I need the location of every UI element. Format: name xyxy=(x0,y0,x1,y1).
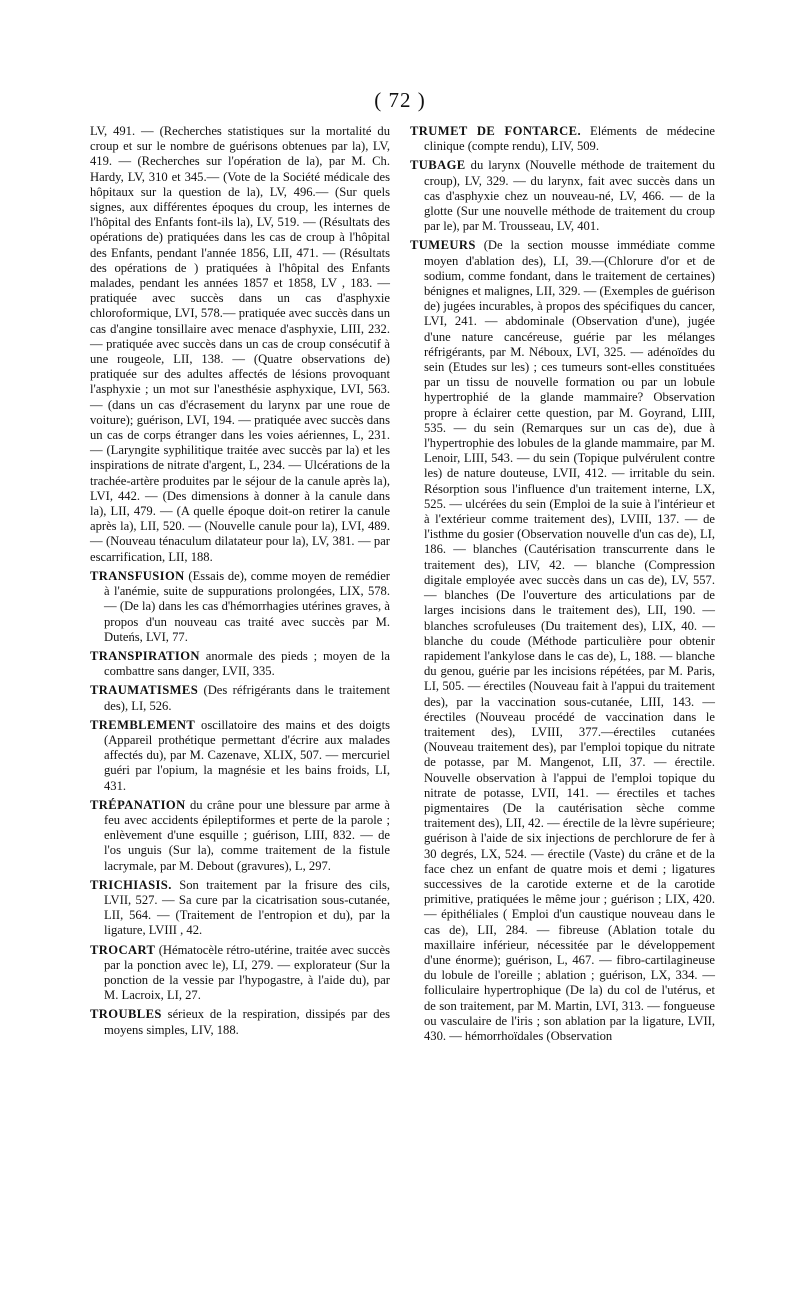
entry-text: (De la section mousse immédiate comme moyen d'ablation des), LI, 39.—(Chlorure d'or et de sodium, comme fondant, dans le traitement de certaines) bénignes et malignes, LII, 329. — (Exemples de guérison de) jugées incurables, à propos des spécifiques du cancer, LVI, 241. — abdominale (Observation d'une), jugée d'une nature cancéreuse, guérie par les mélanges réfrigérants, par M. Néboux, LVI, 325. — adénoïdes du sein (Etudes sur les) ; ces tumeurs sont-elles constituées par un tissu de nouvelle formation ou par un lobule hypertrophié de la glande mammaire? Observation propre à éclairer cette question, par M. Goyrand, LIII, 535. — du sein (Remarques sur un cas de), due à l'hypertrophie des lobules de la glande mammaire, par M. Lenoir, LIII, 543. — du sein (Topique pulvérulent contre les) de nature douteuse, LVII, 412. — irritable du sein. Résorption sous l'influence d'un traitement interne, LX, 525. — ulcérées du sein (Emploi de la suie à l'intérieur et à l'extérieur comme traitement des), LVIII, 137. — de l'isthme du gosier (Observation nouvelle d'un cas de), LI, 186. — blanches (Cautérisation transcurrente dans le traitement des), LIV, 42. — blanche (Compression digitale employée avec succès dans un cas de), LV, 557. — blanches (De l'ouverture des articulations par de larges incisions dans le traitement des), LII, 190. — blanches scrofuleuses (Du traitement des), LIX, 40. — blanche du coude (Méthode particulière pour obtenir rapidement l'ankylose dans le cas de), L, 188. — blanche du genou, guérie par les incisions répétées, par M. Paris, LI, 505. — érectiles (Nouveau fait à l'appui du traitement des), par la vaccination sous-cutanée, LIII, 143. — érectiles (Nouveau procédé de vaccination dans le traitement des), LVIII, 377.—érectiles cutanées (Nouveau traitement des), par l'emploi topique du nitrate de potasse, par M. Mangenot, LII, 37. — érectile. Nouvelle observation à l'appui de l'emploi topique du nitrate de potasse, LVII, 141. — érectiles et taches pigmentaires (De la cautérisation sèche comme traitement des), LII, 42. — érectile de la lèvre supérieure; guérison à l'aide de six injections de perchlorure de fer à 30 degrés, LX, 524. — érectile (Vaste) du crâne et de la face chez un enfant de quatre mois et demi ; ligatures successives de la carotide externe et de la carotide primitive, pratiquées le même jour ; guérison ; LIX, 420. — épithéliales ( Emploi d'un caustique nouveau dans le cas de), LII, 284. — fibreuse (Ablation totale du maxillaire inférieur, nécessitée par le développement d'une énorme); guérison, L, 467. — fibro-cartilagineuse du lobule de l'oreille ; ablation ; guérison, LX, 334. — folliculaire hypertrophique (De la) du col de l'utérus, et de son traitement, par M. Martin, LVI, 313. — fongueuse ou vasculaire de l'iris ; son ablation par la ligature, LVII, 430. — hémorrhoïdales (Observation xyxy=(424,238,715,1043)
index-entry xyxy=(90,569,390,645)
index-entry xyxy=(90,1007,390,1037)
index-entry xyxy=(410,238,715,1044)
index-entry xyxy=(90,798,390,874)
entry-text: (Hématocèle rétro-utérine, traitée avec succès par la ponction avec le), LI, 279. — explorateur (Sur la ponction de la vessie par l'hypogastre, à l'aide du), par M. Lacroix, LI, 27. xyxy=(104,942,390,1003)
entry-text: sérieux de la respiration, dissipés par des moyens simples, LIV, 188. xyxy=(104,1007,390,1037)
entry-text: Son traitement par la frisure des cils, LVII, 527. — Sa cure par la cicatrisation sous-cutanée, LII, 564. — (Traitement de l'entropion et du), par la ligature, LVIII , 42. xyxy=(104,877,390,938)
index-entry xyxy=(90,649,390,679)
entry-text: anormale des pieds ; moyen de la combattre sans danger, LVII, 335. xyxy=(104,648,390,679)
index-entry xyxy=(90,683,390,713)
entry-head: TROCART xyxy=(90,942,156,957)
index-entry xyxy=(410,158,715,234)
index-entry xyxy=(90,124,390,565)
entry-head: TRÉPANATION xyxy=(90,797,186,812)
entry-text: du crâne pour une blessure par arme à feu avec accidents épileptiformes et perte de la parole ; enlèvement d'une esquille ; guérison, LIII, 832. — de l'os unguis (Sur la), comme traitement de la fistule lacrymale, par M. Debout (gravures), L, 297. xyxy=(104,797,390,873)
entry-head: TROUBLES xyxy=(90,1007,162,1022)
index-entry xyxy=(90,718,390,794)
index-entry xyxy=(410,124,715,154)
right-column xyxy=(410,124,715,1048)
entry-head: TRAUMATISMES xyxy=(90,683,199,698)
entry-head: TUMEURS xyxy=(410,238,476,253)
entry-text: oscillatoire des mains et des doigts (Appareil prothétique permettant d'écrire aux malades affectés du), par M. Cazenave, XLIX, 507. — mercuriel guéri par l'opium, la magnésie et les bains froids, LI, 431. xyxy=(104,717,390,793)
entry-head: TRICHIASIS. xyxy=(90,877,172,892)
entry-head: TUBAGE xyxy=(410,158,466,173)
entry-text: LV, 491. — (Recherches statistiques sur la mortalité du croup et sur le nombre de guérisons obtenues par la), LV, 419. — (Recherches sur l'opération de la), par M. Ch. Hardy, LV, 310 et 345.— (Vote de la Société médicale des hôpitaux sur la question de la), LV, 496.— (Sur quels signes, aux différentes époques du croup, les internes de l'hôpital des Enfants font-ils la), LV, 519. — (Résultats des opérations de) pratiquées dans les cas de croup à l'hôpital des Enfants, pendant l'année 1856, LII, 471. — (Résultats des opérations de ) pratiquées à l'hôpital des Enfants malades, pendant les années 1857 et 1858, LV , 183. — pratiquée avec succès dans un cas d'asphyxie chloroformique, LVI, 578.— pratiquée avec succès dans un cas d'angine tonsillaire avec menace d'asphyxie, LIII, 232. — pratiquée avec succès dans un cas de croup consécutif à une rougeole, LII, 138. — (Quatre observations de) pratiquée sur des adultes affectés de lésions provoquant l'asphyxie ; un mot sur l'anesthésie asphyxique, LVI, 563. — (dans un cas d'écrasement du larynx par une roue de voiture); guérison, LVI, 194. — pratiquée avec succès dans un cas de corps étranger dans les voies aériennes, L, 231. — (Laryngite syphilitique traitée avec succès par la) et les inspirations de nitrate d'argent, L, 234. — Ulcérations de la trachée-artère produites par le séjour de la canule après la), LVI, 442. — (Des dimensions à donner à la canule dans la), LII, 479. — (A quelle époque doit-on retirer la canule après la), LII, 520. — (Nouvelle canule pour la), LVI, 489. — (Nouveau ténaculum dilatateur pour la), LV, 381. — par escarrification, LII, 188. xyxy=(90,124,390,564)
page-number: ( 72 ) xyxy=(374,88,426,112)
entry-text: (Des réfrigérants dans le traitement des), LI, 526. xyxy=(104,683,390,713)
entry-text: Eléments de médecine clinique (compte rendu), LIV, 509. xyxy=(424,124,715,154)
index-entry xyxy=(90,878,390,939)
entry-text: du larynx (Nouvelle méthode de traitement du croup), LV, 329. — du larynx, fait avec succès dans un cas d'asphyxie chez un nouveau-né, LV, 466. — de la glotte (Sur une nouvelle méthode de traitement du croup par le), par M. Trousseau, LV, 401. xyxy=(424,158,715,234)
entry-head: TRANSPIRATION xyxy=(90,648,200,663)
index-entry xyxy=(90,943,390,1004)
entry-head: TRANSFUSION xyxy=(90,568,185,583)
entry-head: TRUMET DE FONTARCE. xyxy=(410,124,582,138)
entry-head: TREMBLEMENT xyxy=(90,717,196,732)
left-column xyxy=(90,124,390,1042)
entry-text: (Essais de), comme moyen de remédier à l'anémie, suite de suppurations prolongées, LIX, 578. — (De la) dans les cas d'hémorrhagies utérines graves, à propos d'un nouveau cas traité avec succès par M. Duteńs, LVI, 77. xyxy=(104,568,390,644)
